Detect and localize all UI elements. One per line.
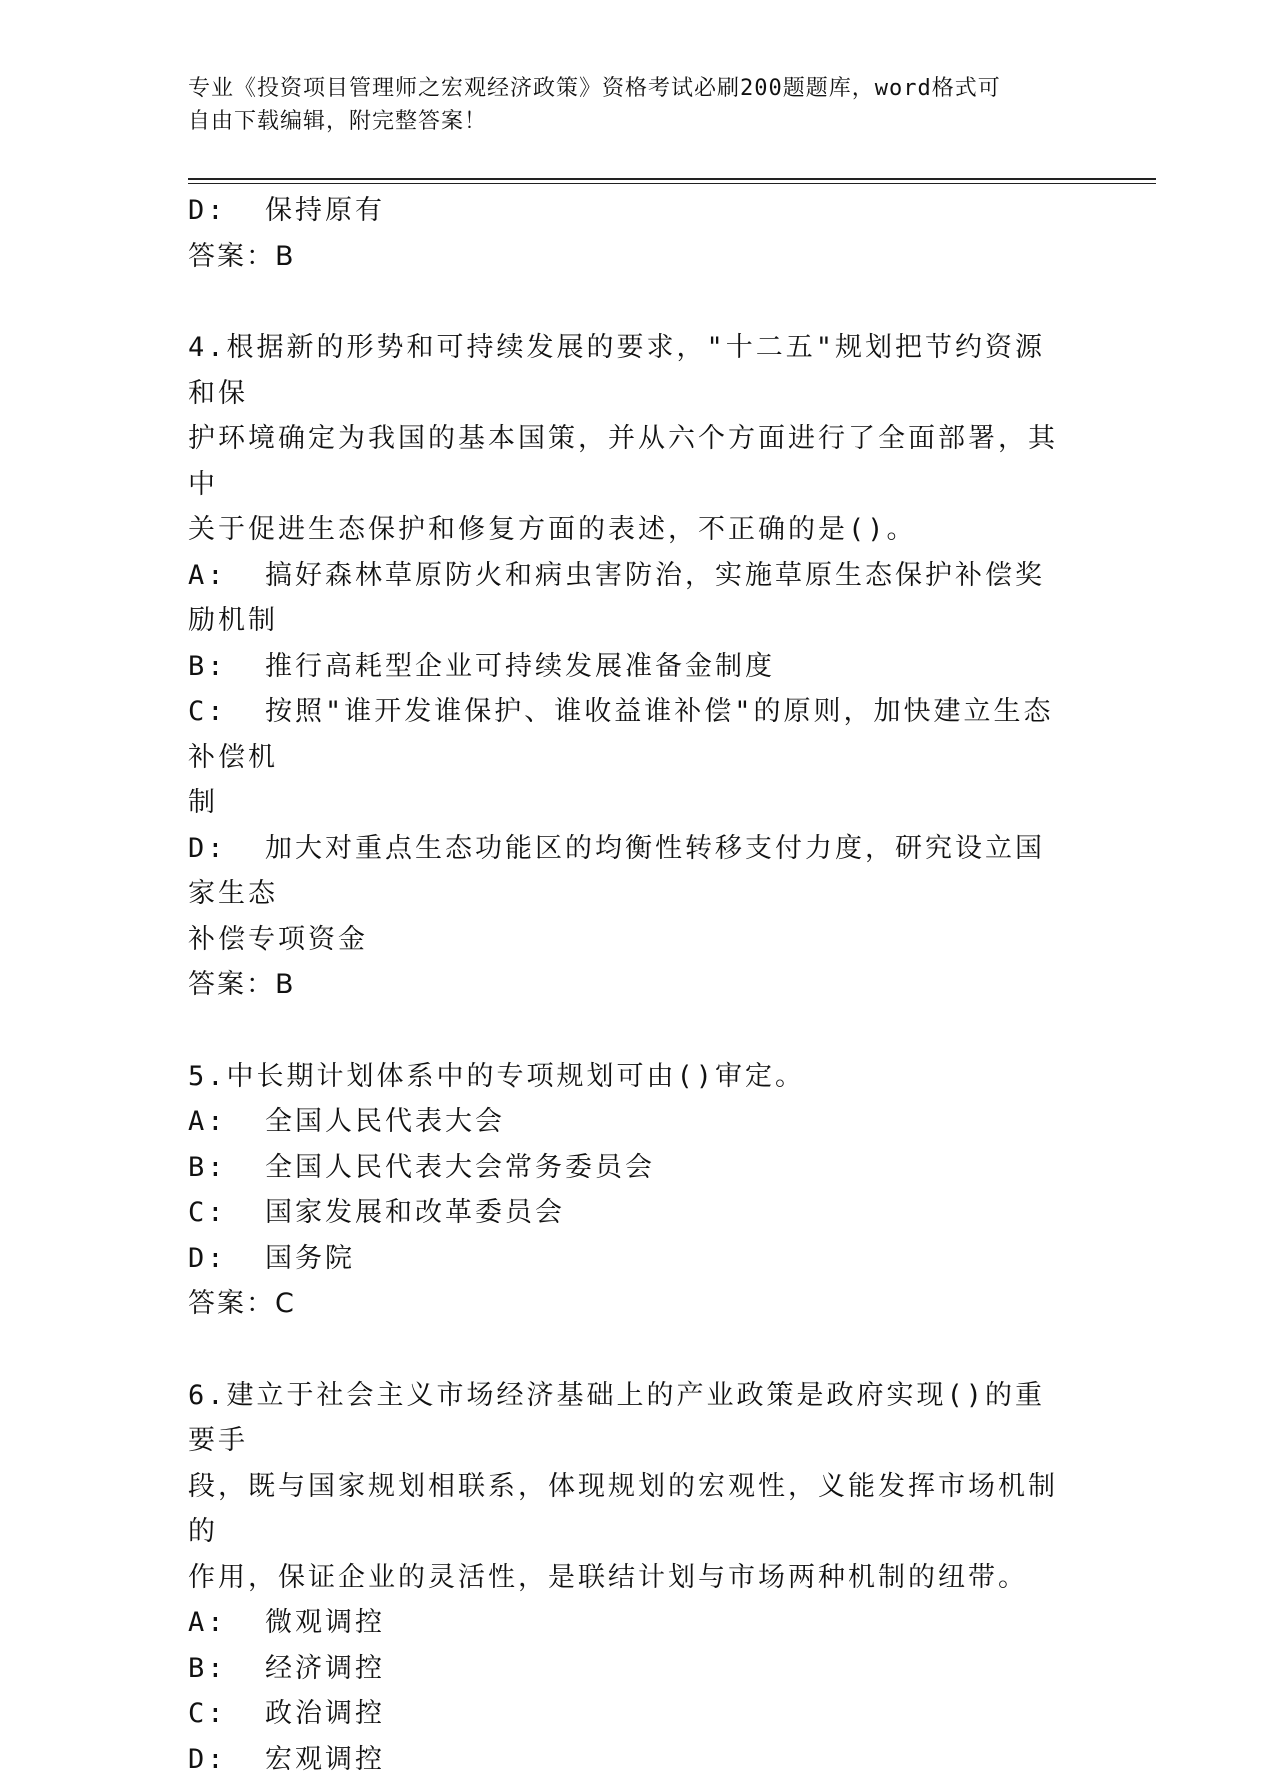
q4-option-d-line-2: 补偿专项资金 xyxy=(188,917,1068,963)
q3-option-d: D: 保持原有 xyxy=(188,188,1068,234)
header-title-line-2: 自由下载编辑，附完整答案！ xyxy=(188,105,1068,138)
q6-stem-line-3: 作用，保证企业的灵活性，是联结计划与市场两种机制的纽带。 xyxy=(188,1555,1068,1601)
q5-option-c: C: 国家发展和改革委员会 xyxy=(188,1190,1068,1236)
question-3-tail xyxy=(188,188,1068,279)
page-header xyxy=(188,72,1068,138)
question-5 xyxy=(188,1054,1068,1327)
q5-stem: 5.中长期计划体系中的专项规划可由()审定。 xyxy=(188,1054,1068,1100)
header-title-line-1: 专业《投资项目管理师之宏观经济政策》资格考试必刷200题题库，word格式可 xyxy=(188,72,1068,105)
q4-option-c-line-2: 制 xyxy=(188,780,1068,826)
header-divider-thick xyxy=(188,178,1156,180)
q6-option-d: D: 宏观调控 xyxy=(188,1737,1068,1782)
q4-option-c-line-1: C: 按照"谁开发谁保护、谁收益谁补偿"的原则，加快建立生态补偿机 xyxy=(188,689,1068,780)
header-divider-thin xyxy=(188,183,1156,184)
q6-option-c: C: 政治调控 xyxy=(188,1691,1068,1737)
q5-option-d: D: 国务院 xyxy=(188,1236,1068,1282)
q4-option-d-line-1: D: 加大对重点生态功能区的均衡性转移支付力度，研究设立国家生态 xyxy=(188,826,1068,917)
q3-answer: 答案：B xyxy=(188,234,1068,280)
q6-stem-line-1: 6.建立于社会主义市场经济基础上的产业政策是政府实现()的重要手 xyxy=(188,1373,1068,1464)
spacer xyxy=(188,279,1068,325)
question-6 xyxy=(188,1373,1068,1782)
q4-answer: 答案：B xyxy=(188,962,1068,1008)
question-4 xyxy=(188,325,1068,1008)
spacer xyxy=(188,1327,1068,1373)
q4-option-a: A: 搞好森林草原防火和病虫害防治，实施草原生态保护补偿奖励机制 xyxy=(188,553,1068,644)
q6-option-b: B: 经济调控 xyxy=(188,1646,1068,1692)
q5-option-a: A: 全国人民代表大会 xyxy=(188,1099,1068,1145)
q5-answer: 答案：C xyxy=(188,1281,1068,1327)
q6-stem-line-2: 段，既与国家规划相联系，体现规划的宏观性，义能发挥市场机制的 xyxy=(188,1464,1068,1555)
document-body xyxy=(188,188,1068,1782)
q6-option-a: A: 微观调控 xyxy=(188,1600,1068,1646)
spacer xyxy=(188,1008,1068,1054)
q4-stem-line-3: 关于促进生态保护和修复方面的表述，不正确的是()。 xyxy=(188,507,1068,553)
q5-option-b: B: 全国人民代表大会常务委员会 xyxy=(188,1145,1068,1191)
q4-stem-line-2: 护环境确定为我国的基本国策，并从六个方面进行了全面部署，其中 xyxy=(188,416,1068,507)
q4-option-b: B: 推行高耗型企业可持续发展准备金制度 xyxy=(188,644,1068,690)
q4-stem-line-1: 4.根据新的形势和可持续发展的要求，"十二五"规划把节约资源和保 xyxy=(188,325,1068,416)
